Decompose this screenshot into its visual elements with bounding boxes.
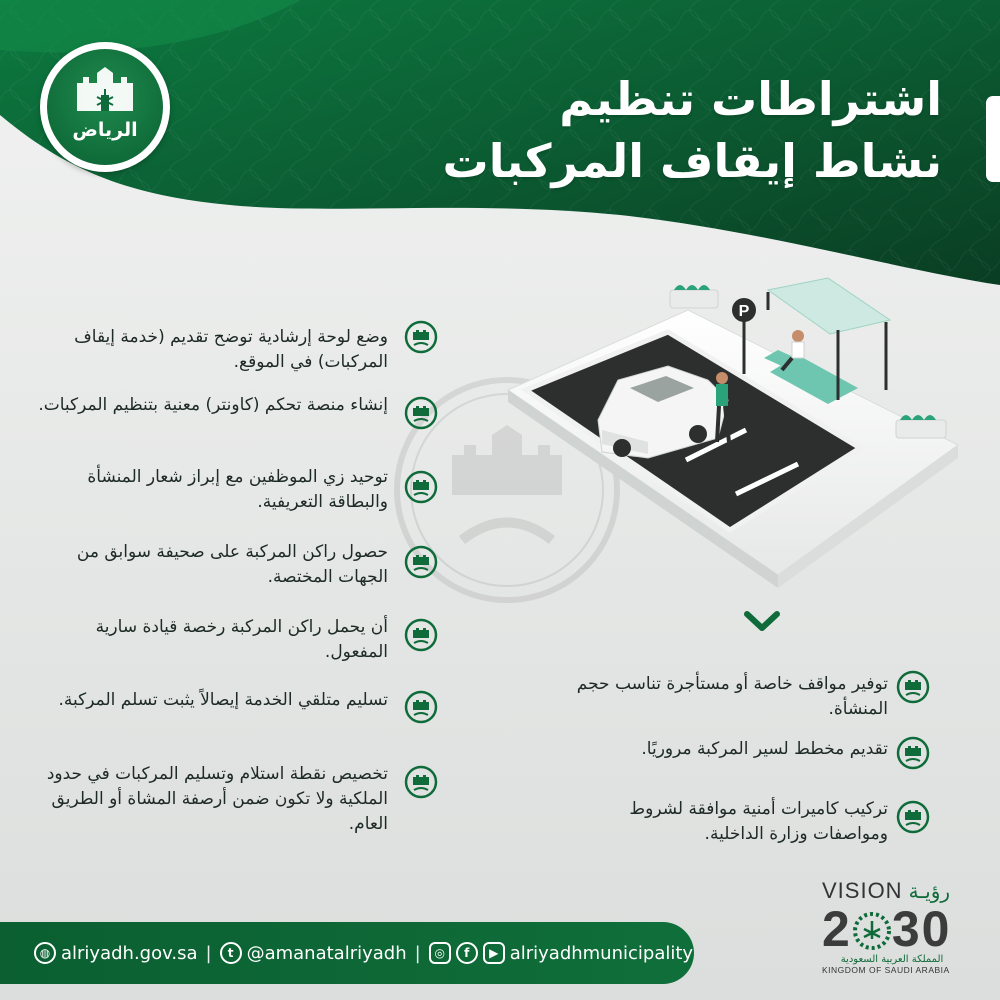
requirement-item — [28, 465, 388, 515]
requirement-item — [568, 672, 888, 722]
palm-swords-icon — [852, 911, 892, 951]
kingdom-name-ar: المملكة العربية السعودية — [840, 954, 944, 965]
requirement-item — [568, 797, 888, 847]
youtube-icon[interactable]: ▶ — [483, 942, 505, 964]
riyadh-municipality-logo — [40, 42, 170, 172]
title-accent-strip — [986, 96, 1000, 182]
social-handle[interactable]: alriyadhmunicipality — [509, 942, 694, 964]
requirement-item — [568, 737, 888, 762]
vision-label-en: VISION — [822, 878, 903, 903]
seal-icon — [896, 736, 930, 770]
requirement-item — [28, 615, 388, 665]
seal-icon — [404, 396, 438, 430]
seal-icon — [896, 670, 930, 704]
page-title-line2: نشاط إيقاف المركبات — [442, 134, 942, 188]
requirement-text: تركيب كاميرات أمنية موافقة لشروط ومواصفات وزارة الداخلية. — [629, 799, 888, 844]
seal-icon — [404, 545, 438, 579]
requirement-text: وضع لوحة إرشادية توضح تقديم (خدمة إيقاف المركبات) في الموقع. — [74, 327, 388, 372]
requirement-item — [28, 688, 388, 713]
castle-emblem-icon — [47, 49, 163, 165]
globe-icon: ◍ — [34, 942, 56, 964]
seal-icon — [404, 690, 438, 724]
seal-icon — [404, 320, 438, 354]
requirement-item — [28, 325, 388, 375]
seal-icon — [404, 765, 438, 799]
logo-wordmark: الرياض — [72, 119, 138, 141]
requirement-text: إنشاء منصة تحكم (كاونتر) معنية بتنظيم المركبات. — [38, 395, 388, 415]
valet-parking-illustration — [498, 270, 968, 610]
seal-icon — [404, 618, 438, 652]
requirement-text: توفير مواقف خاصة أو مستأجرة تناسب حجم المنشأة. — [576, 674, 888, 719]
kingdom-name-en: KINGDOM OF SAUDI ARABIA — [822, 965, 950, 975]
seal-icon — [896, 800, 930, 834]
divider: | — [205, 942, 212, 964]
requirement-text: حصول راكن المركبة على صحيفة سوابق من الجهات المختصة. — [76, 542, 388, 587]
requirement-text: توحيد زي الموظفين مع إبراز شعار المنشأة والبطاقة التعريفية. — [87, 467, 388, 512]
chevron-down-icon — [742, 608, 782, 634]
requirement-text: تسليم متلقي الخدمة إيصالاً يثبت تسلم المركبة. — [58, 690, 388, 710]
footer-contacts — [34, 938, 693, 968]
requirement-text: تخصيص نقطة استلام وتسليم المركبات في حدود الملكية ولا تكون ضمن أرصفة المشاة أو الطريق العام. — [46, 764, 388, 834]
requirement-item — [28, 762, 388, 837]
twitter-handle[interactable]: @amanatalriyadh — [246, 942, 407, 964]
requirement-text: أن يحمل راكن المركبة رخصة قيادة سارية المفعول. — [95, 617, 388, 662]
vision-year-first-digit: 2 — [822, 901, 852, 957]
twitter-icon: t — [220, 942, 242, 964]
instagram-icon[interactable]: ◎ — [429, 942, 451, 964]
divider: | — [414, 942, 421, 964]
vision-2030-logo — [822, 878, 972, 975]
vision-label-ar: رؤيـة — [908, 879, 951, 903]
requirement-text: تقديم مخطط لسير المركبة مروريًا. — [641, 739, 888, 759]
vision-year-rest: 30 — [891, 901, 952, 957]
parking-sign: P — [738, 303, 750, 320]
facebook-icon[interactable]: f — [456, 942, 478, 964]
seal-icon — [404, 470, 438, 504]
requirement-item — [28, 540, 388, 590]
vision-year — [822, 901, 972, 957]
website-link[interactable]: alriyadh.gov.sa — [61, 942, 198, 964]
page-title-line1: اشتراطات تنظيم — [559, 72, 942, 126]
requirement-item — [28, 393, 388, 418]
